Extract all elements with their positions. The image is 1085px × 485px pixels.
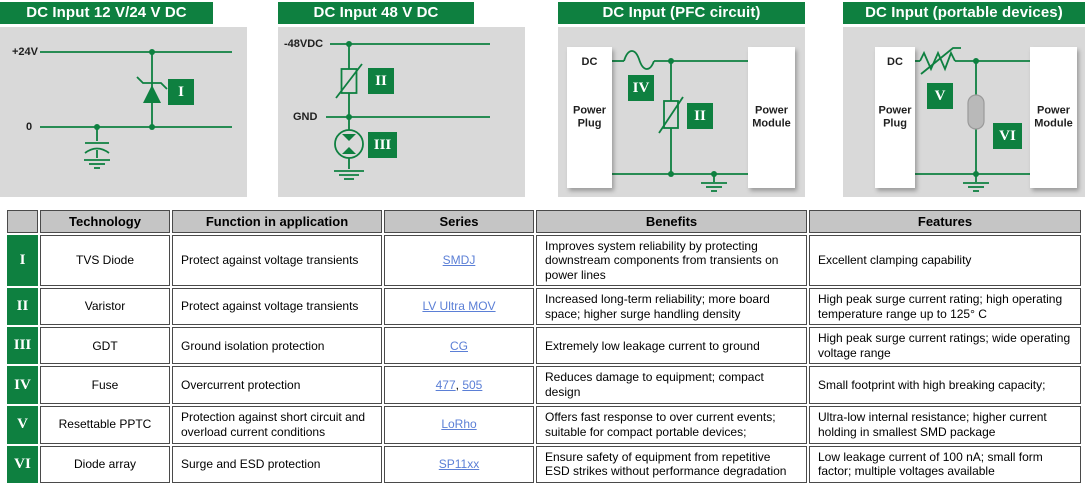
series-cell [384,366,534,403]
series-cell [384,235,534,286]
row-numeral: V [7,406,38,444]
wires [40,52,232,158]
series-cell [384,327,534,364]
technology-table [5,208,1083,485]
technology-cell: Fuse [40,366,170,403]
earth-ground-icon [963,183,989,191]
benefits-cell: Reduces damage to equipment; compact design [536,366,807,403]
varistor-symbol [336,64,362,98]
power-module-box [748,47,795,188]
technology-cell: GDT [40,327,170,364]
row-numeral: III [7,327,38,364]
rail-label-48vdc: -48VDC [284,38,324,50]
rail-label-zero: 0 [26,121,33,133]
power-module-label: Power Module [1034,103,1073,130]
header-technology: Technology [40,210,170,233]
power-module-label: Power Module [752,103,791,130]
series-link-lorho[interactable]: LoRho [441,417,477,432]
technology-cell: TVS Diode [40,235,170,286]
features-cell: Small footprint with high breaking capacity; [809,366,1081,403]
panel-title-dc-12-24: DC Input 12 V/24 V DC [0,2,213,24]
power-plug-label: Power Plug [572,103,606,130]
row-numeral: II [7,288,38,325]
table-row [7,327,1081,364]
panel-title-portable: DC Input (portable devices) [843,2,1085,24]
diode-array-symbol [968,95,984,129]
table-row [7,406,1081,444]
function-cell: Protect against voltage transients [172,235,382,286]
series-cell [384,288,534,325]
circuit-panel-dc-12-24 [0,27,247,197]
component-badge-VI: VI [993,123,1022,149]
features-cell: High peak surge current ratings; wide operating voltage range [809,327,1081,364]
header-function: Function in application [172,210,382,233]
benefits-cell: Offers fast response to over current events; suitable for compact portable devices; [536,406,807,444]
component-badge-II: II [368,68,394,94]
benefits-cell: Increased long-term reliability; more board space; higher surge handling density [536,288,807,325]
earth-ground-icon [334,171,364,179]
fuse-symbol [624,51,654,69]
power-plug-dc-label: DC [581,56,598,68]
series-link-smdj[interactable]: SMDJ [442,253,476,268]
component-badge-IV: IV [628,75,654,101]
power-plug-box [875,47,915,188]
power-plug-box [567,47,612,188]
series-cell [384,406,534,444]
rail-label-gnd: GND [293,111,318,123]
pptc-symbol [920,48,961,74]
features-cell: Low leakage current of 100 nA; small form factor; multiple voltages available [809,446,1081,483]
series-link-sp11xx[interactable]: SP11xx [438,457,480,472]
series-link-505[interactable]: 505 [462,377,483,392]
function-cell: Surge and ESD protection [172,446,382,483]
header-benefits: Benefits [536,210,807,233]
circuit-panel-dc-48 [278,27,525,197]
panel-title-dc-48: DC Input 48 V DC [278,2,474,24]
gdt-symbol [335,130,363,158]
varistor-symbol [659,97,683,133]
function-cell: Protect against voltage transients [172,288,382,325]
series-cell [384,446,534,483]
component-badge-III: III [368,132,397,158]
table-row [7,446,1081,483]
function-cell: Protection against short circuit and overload current conditions [172,406,382,444]
benefits-cell: Extremely low leakage current to ground [536,327,807,364]
component-badge-V: V [927,83,953,109]
series-separator: , [455,377,463,392]
series-link-lv-ultra-mov[interactable]: LV Ultra MOV [422,299,496,314]
function-cell: Ground isolation protection [172,327,382,364]
table-row [7,288,1081,325]
technology-cell: Varistor [40,288,170,325]
header-numeral [7,210,38,233]
earth-ground-icon [84,160,110,168]
series-link-cg[interactable]: CG [450,338,468,353]
table-header-row [7,210,1081,233]
row-numeral: VI [7,446,38,483]
function-cell: Overcurrent protection [172,366,382,403]
component-badge-II: II [687,103,713,129]
row-numeral: I [7,235,38,286]
features-cell: Excellent clamping capability [809,235,1081,286]
features-cell: Ultra-low internal resistance; higher current holding in smallest SMD package [809,406,1081,444]
header-series: Series [384,210,534,233]
component-badge-I: I [168,79,194,105]
technology-cell: Resettable PPTC [40,406,170,444]
series-link-477[interactable]: 477 [435,377,456,392]
circuit-panel-pfc [558,27,805,197]
benefits-cell: Ensure safety of equipment from repetitive ESD strikes without performance degradation [536,446,807,483]
technology-cell: Diode array [40,446,170,483]
features-cell: High peak surge current rating; high operating temperature range up to 125° C [809,288,1081,325]
power-plug-dc-label: DC [887,56,903,68]
rail-label-24v: +24V [12,46,38,58]
table-row [7,235,1081,286]
power-plug-label: Power Plug [878,103,912,130]
header-features: Features [809,210,1081,233]
benefits-cell: Improves system reliability by protecting downstream components from transients on power lines [536,235,807,286]
table-row [7,366,1081,403]
power-module-box [1030,47,1077,188]
panel-title-pfc: DC Input (PFC circuit) [558,2,805,24]
junction-dots [94,49,155,130]
earth-ground-icon [701,183,727,191]
circuit-panel-portable [843,27,1085,197]
row-numeral: IV [7,366,38,403]
